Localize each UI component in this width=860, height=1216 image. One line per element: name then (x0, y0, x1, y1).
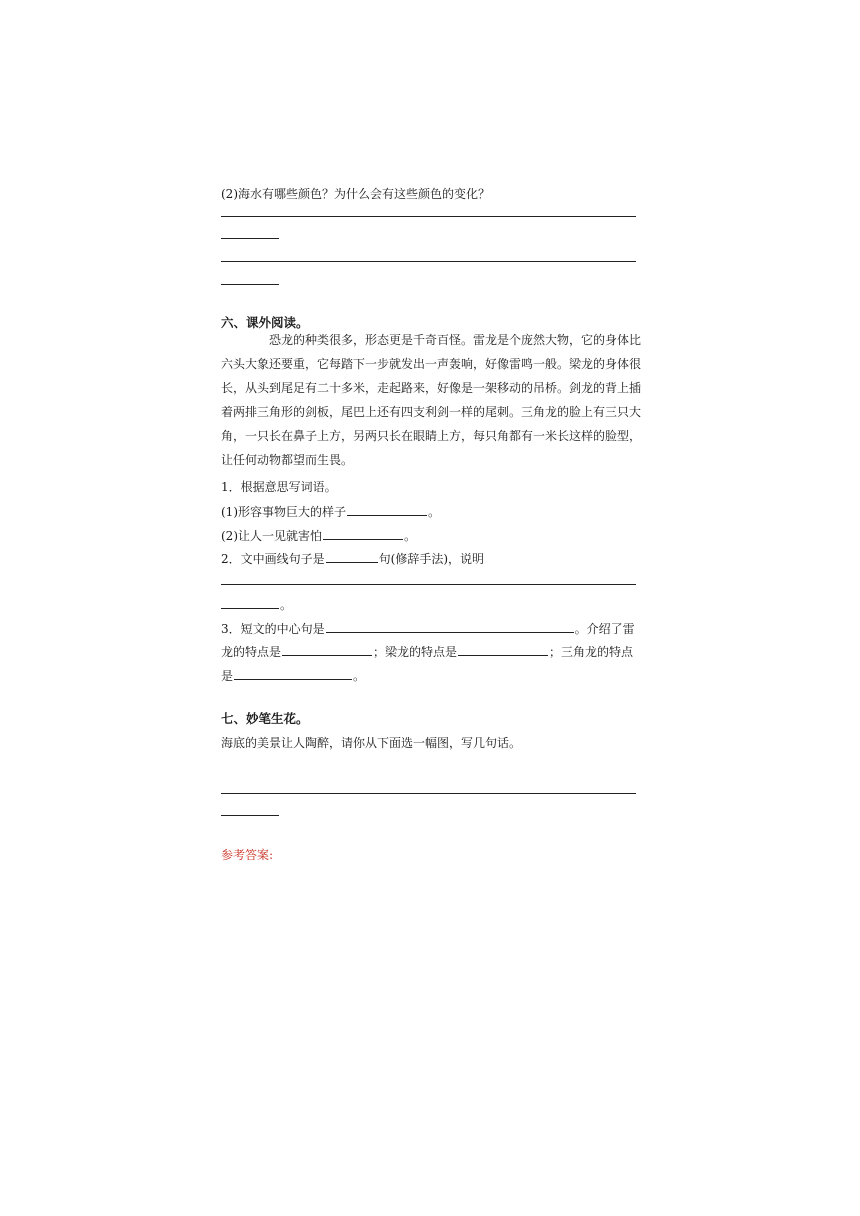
q3-suffix: 。介绍了雷 (574, 622, 635, 636)
passage-line: 让任何动物都望而生畏。 (221, 453, 354, 467)
section-7-prompt: 海底的美景让人陶醉，请你从下面选一幅图，写几句话。 (221, 736, 522, 750)
answer-line[interactable] (221, 261, 636, 262)
passage-line: 角，一只长在鼻子上方，另两只长在眼睛上方，每只角都有一米长这样的脸型， (221, 429, 642, 443)
q2-end-line (221, 596, 292, 613)
fill-blank[interactable] (282, 643, 372, 656)
q3-diplodocus: ；梁龙的特点是 (373, 645, 458, 659)
section-6-title: 六、课外阅读。 (221, 315, 309, 330)
answer-line[interactable] (221, 793, 636, 794)
q2-end: 。 (280, 598, 293, 612)
answer-line-short[interactable] (221, 238, 279, 239)
q1-a (221, 503, 440, 520)
fill-blank[interactable] (323, 527, 403, 540)
q1-a-prefix: (1)形容事物巨大的样子 (221, 505, 346, 519)
fill-blank[interactable] (326, 620, 574, 633)
fill-blank[interactable] (326, 550, 378, 563)
passage-line: 着两排三角形的剑板，尾巴上还有四支利剑一样的尾刺。三角龙的脸上有三只大 (221, 405, 642, 419)
q3-line-2 (221, 643, 633, 660)
q3-thunder-dragon: 龙的特点是 (221, 645, 282, 659)
passage-line: 恐龙的种类很多，形态更是千奇百怪。雷龙是个庞然大物，它的身体比 (269, 333, 642, 347)
q2-text (221, 550, 484, 567)
passage-line: 长，从头到尾足有二十多米，走起路来，好像是一架移动的吊桥。剑龙的背上插 (221, 381, 642, 395)
q1-b (221, 527, 416, 544)
answer-line[interactable] (221, 584, 636, 585)
q2-prefix: 2．文中画线句子是 (221, 552, 325, 566)
fill-blank[interactable] (458, 643, 548, 656)
section-7-title: 七、妙笔生花。 (221, 711, 309, 726)
q3-line3-b: 。 (353, 669, 366, 683)
q1-b-suffix: 。 (404, 529, 417, 543)
question-2-text: (2)海水有哪些颜色？为什么会有这些颜色的变化？ (221, 187, 490, 201)
fill-blank[interactable] (347, 503, 427, 516)
q1-instruction: 1．根据意思写词语。 (221, 480, 337, 494)
fill-blank[interactable] (221, 596, 279, 609)
reading-passage (221, 328, 642, 472)
q1-b-prefix: (2)让人一见就害怕 (221, 529, 322, 543)
q3-triceratops: ；三角龙的特点 (549, 645, 634, 659)
answer-line[interactable] (221, 216, 636, 217)
q2-suffix: 句(修辞手法)，说明 (378, 552, 485, 566)
q1-a-suffix: 。 (428, 505, 441, 519)
answer-line-short[interactable] (221, 815, 279, 816)
answer-key-label: 参考答案: (221, 848, 274, 862)
q3-line3-a: 是 (221, 669, 234, 683)
answer-line-short[interactable] (221, 284, 279, 285)
fill-blank[interactable] (234, 667, 352, 680)
q3-line-1 (221, 620, 635, 637)
passage-line: 六头大象还要重，它每踏下一步就发出一声轰响，好像雷鸣一般。梁龙的身体很 (221, 357, 642, 371)
q3-prefix: 3．短文的中心句是 (221, 622, 325, 636)
q3-line-3 (221, 667, 365, 684)
